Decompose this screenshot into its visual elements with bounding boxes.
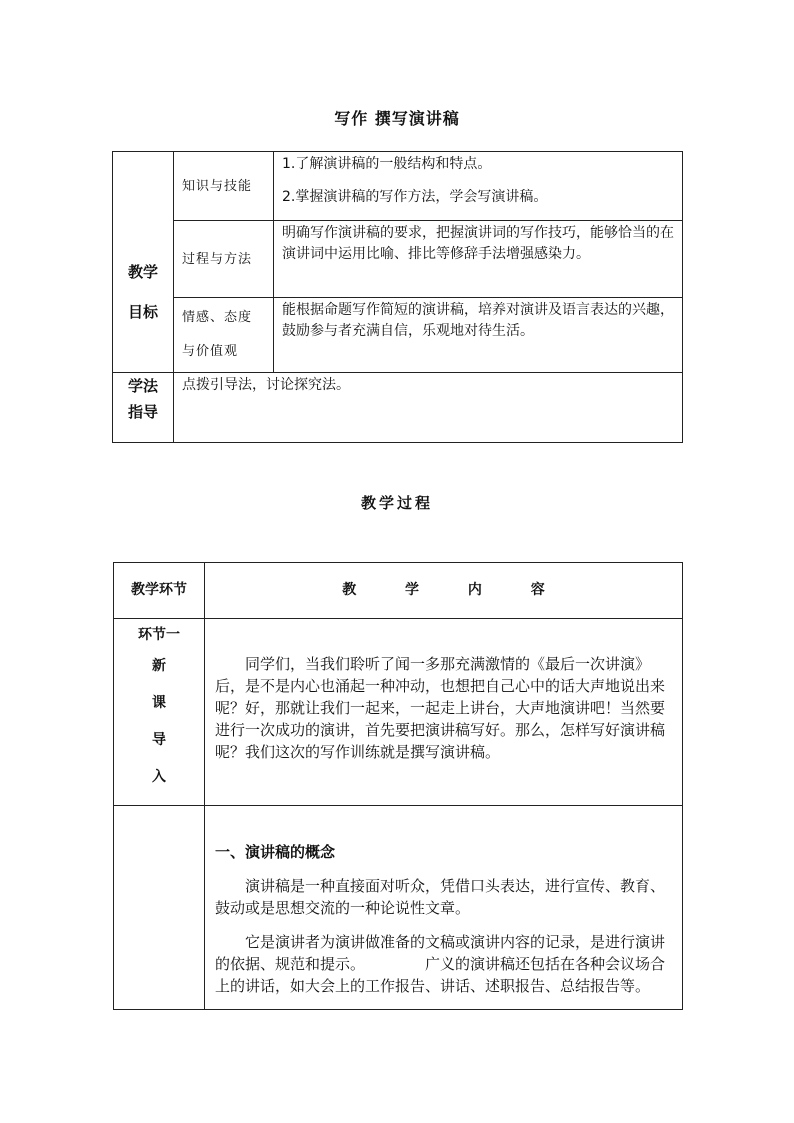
header-stage: 教学环节 xyxy=(114,563,205,619)
emotion-label xyxy=(174,298,274,373)
emotion-content: 能根据命题写作简短的演讲稿，培养对演讲及语言表达的兴趣，鼓励参与者充满自信，乐观地对待生活。 xyxy=(274,298,683,373)
knowledge-content xyxy=(274,152,683,221)
concept-content xyxy=(205,806,683,1010)
knowledge-item-2: 2.掌握演讲稿的写作方法，学会写演讲稿。 xyxy=(282,189,548,205)
method-content: 点拨引导法，讨论探究法。 xyxy=(174,373,683,443)
stage-1-label-char: 课 xyxy=(152,695,166,711)
knowledge-label: 知识与技能 xyxy=(174,152,274,221)
process-content: 明确写作演讲稿的要求，把握演讲词的写作技巧，能够恰当的在演讲词中运用比喻、排比等修辞手法增强感染力。 xyxy=(274,221,683,298)
stage-1-label-line: 环节一 xyxy=(138,627,180,643)
concept-para-1: 演讲稿是一种直接面对听众，凭借口头表达，进行宣传、教育、鼓动或是思想交流的一种论说性文章。 xyxy=(215,877,666,917)
concept-para-2b: 广义的演讲稿还包括在各种会议场合上的讲话，如大会上的工作报告、讲话、述职报告、总结报告等。 xyxy=(215,955,666,995)
process-label: 过程与方法 xyxy=(174,221,274,298)
concept-para-2 xyxy=(215,931,676,997)
stage-1-label xyxy=(114,619,205,806)
objectives-label-line2: 目标 xyxy=(127,303,158,321)
objectives-table xyxy=(112,151,683,443)
header-content: 教 学 内 容 xyxy=(205,563,683,619)
knowledge-item-1: 1.了解演讲稿的一般结构和特点。 xyxy=(282,156,492,172)
stage-1-text: 同学们，当我们聆听了闻一多那充满激情的《最后一次讲演》后，是不是内心也涌起一种冲动，也想把自己心中的话大声地说出来呢？好，那就让我们一起来，一起走上讲台，大声地演讲吧！当然要进行一次成功的演讲，首先要把演讲稿写好。那么，怎样写好演讲稿呢？我们这次的写作训练就是撰写演讲稿。 xyxy=(215,655,666,761)
stage-1-content xyxy=(205,619,683,806)
concept-heading: 一、演讲稿的概念 xyxy=(215,843,336,861)
emotion-label-line2: 与价值观 xyxy=(182,344,239,359)
method-label xyxy=(113,373,174,443)
stage-2-label xyxy=(114,806,205,1010)
page-title: 写作 撰写演讲稿 xyxy=(334,109,460,128)
stage-1-label-char: 入 xyxy=(152,769,166,785)
stage-1-label-char: 新 xyxy=(152,658,166,674)
stage-1-label-char: 导 xyxy=(152,732,166,748)
emotion-label-line1: 情感、态度 xyxy=(182,310,253,325)
process-table xyxy=(113,562,683,1010)
process-title: 教学过程 xyxy=(360,494,433,512)
method-label-line2: 指导 xyxy=(127,403,158,421)
method-label-line1: 学法 xyxy=(127,377,158,395)
objectives-label-line1: 教学 xyxy=(127,263,158,281)
objectives-label xyxy=(113,152,174,373)
concept-para-2a: 它是演讲者为演讲做准备的文稿或演讲内容的记录，是进行演讲的依据、规范和提示。 xyxy=(215,933,666,973)
